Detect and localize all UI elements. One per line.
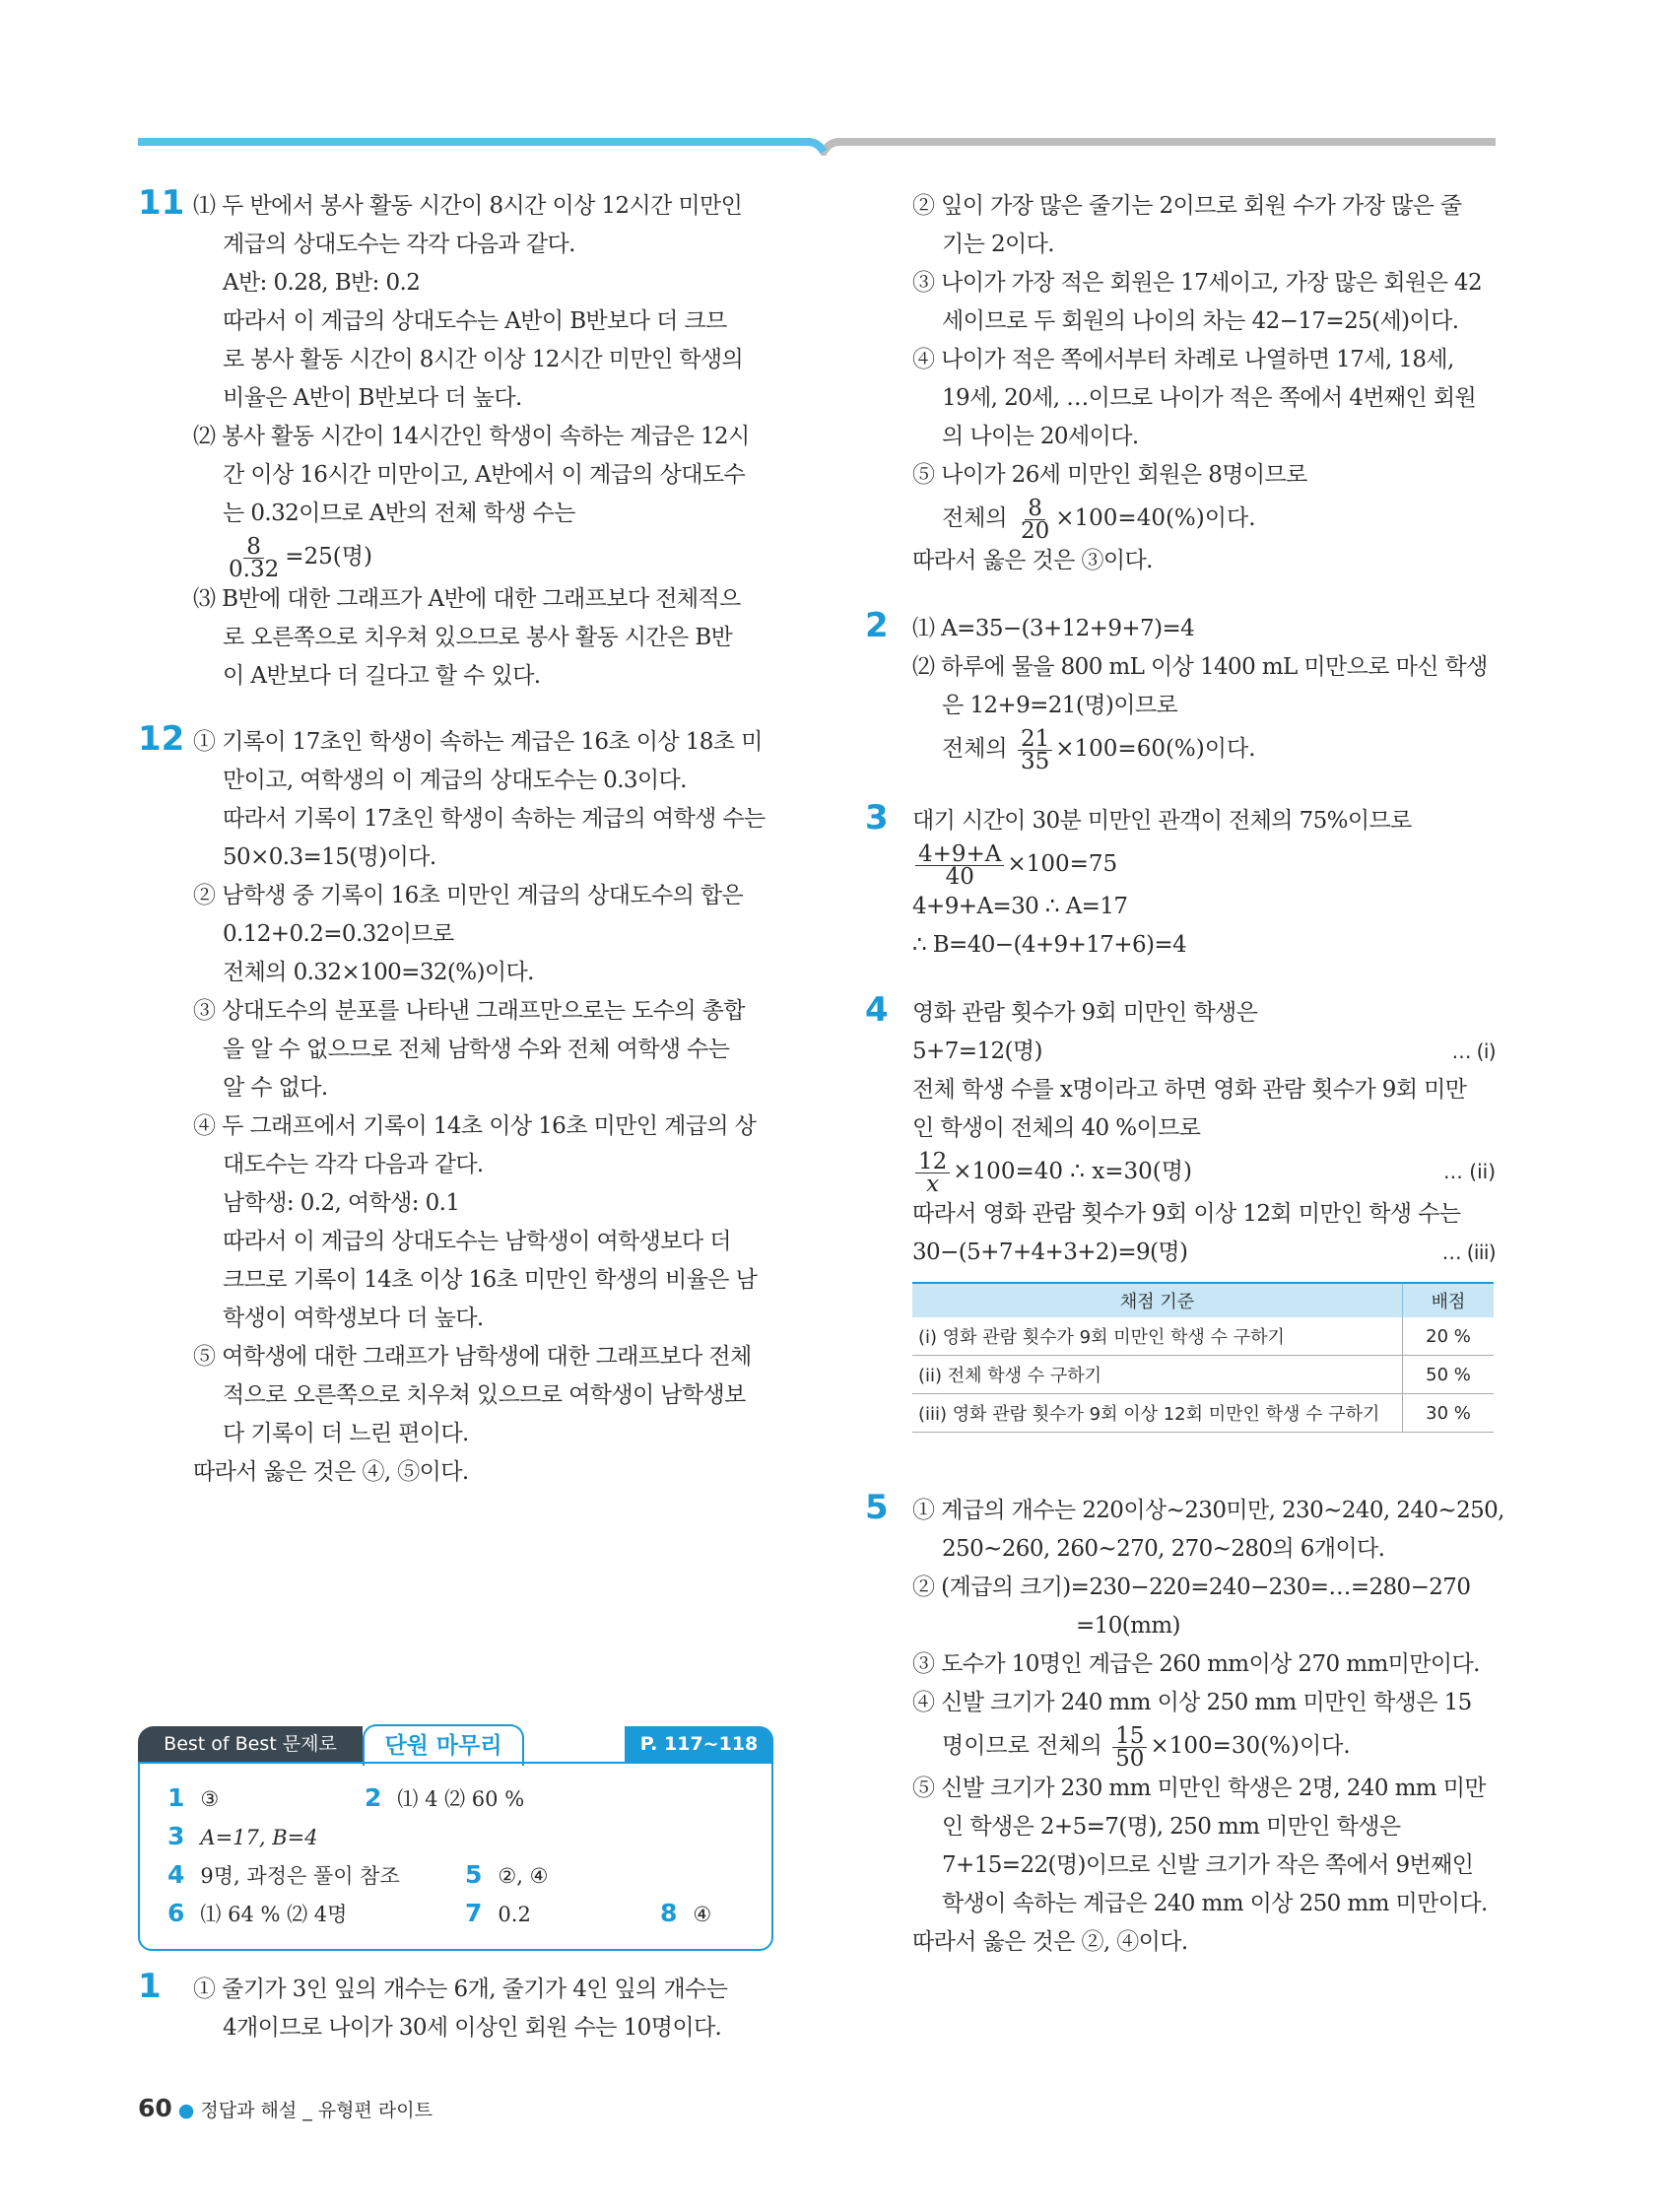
- text-line: 인 학생이 전체의 40 %이므로: [912, 1115, 1201, 1141]
- numerator: 12: [915, 1151, 950, 1173]
- table-row: (iii) 영화 관람 횟수가 9회 이상 12회 미만인 학생 수 구하기 30 %: [912, 1394, 1494, 1433]
- problem-1: [138, 1967, 778, 2075]
- text-line: 30−(5+7+4+3+2)=9(명) … (iii): [912, 1234, 1496, 1272]
- answer-item: 7 0.2: [465, 1899, 531, 1927]
- answer-item: 5 ②, ④: [465, 1860, 549, 1889]
- table-row: (i) 영화 관람 횟수가 9회 미만인 학생 수 구하기 20 %: [912, 1317, 1494, 1356]
- numerator: 8: [1025, 498, 1045, 520]
- fraction-tail: ×100=75: [1007, 851, 1118, 877]
- text-line: 남학생: 0.2, 여학생: 0.1: [223, 1190, 460, 1216]
- problem-2: [865, 606, 1496, 774]
- text-line: 간 이상 16시간 미만이고, A반에서 이 계급의 상대도수: [223, 462, 746, 488]
- bullet-icon: ●: [177, 2100, 195, 2121]
- fraction-prefix: 전체의: [942, 736, 1008, 762]
- problem-3: [865, 798, 1496, 965]
- text-line: 250~260, 260~270, 270~280의 6개이다.: [942, 1536, 1385, 1562]
- fraction: [1018, 495, 1052, 544]
- text-line: 학생이 속하는 계급은 240 mm 이상 250 mm 미만이다.: [942, 1891, 1488, 1916]
- text-line: 다 기록이 더 느린 편이다.: [223, 1421, 469, 1446]
- text-line: ① 줄기가 3인 잎의 개수는 6개, 줄기가 4인 잎의 개수는: [193, 1977, 728, 2002]
- text-line: 로 오른쪽으로 치우쳐 있으므로 봉사 활동 시간은 B반: [223, 625, 733, 650]
- fraction-line: [912, 725, 1496, 772]
- problem-4: [865, 990, 1496, 1433]
- answer-item: 1 ③: [167, 1783, 220, 1812]
- page-number: 60: [138, 2094, 172, 2122]
- unit-review-title: 단원 마무리: [363, 1724, 524, 1766]
- text-line: 는 0.32이므로 A반의 전체 학생 수는: [223, 501, 575, 526]
- text-line: 만이고, 여학생의 이 계급의 상대도수는 0.3이다.: [223, 768, 687, 793]
- text-line: ③ 나이가 가장 적은 회원은 17세이고, 가장 많은 회원은 42: [912, 270, 1483, 296]
- text-line: ② 남학생 중 기록이 16초 미만인 계급의 상대도수의 합은: [193, 883, 744, 908]
- text-line: 적으로 오른쪽으로 치우쳐 있으므로 여학생이 남학생보: [223, 1382, 746, 1408]
- numerator: 8: [243, 536, 264, 559]
- text-line: 크므로 기록이 14초 이상 16초 미만인 학생의 비율은 남: [223, 1267, 758, 1293]
- denominator: 35: [1020, 748, 1050, 774]
- answer-item: 8 ④: [660, 1899, 712, 1927]
- text-line: ② 잎이 가장 많은 줄기는 2이므로 회원 수가 가장 많은 줄: [912, 193, 1462, 219]
- text-line: ⑤ 신발 크기가 230 mm 미만인 학생은 2명, 240 mm 미만: [912, 1776, 1486, 1801]
- answer-item: 2 ⑴ 4 ⑵ 60 %: [365, 1783, 525, 1812]
- text-line: ⑤ 여학생에 대한 그래프가 남학생에 대한 그래프보다 전체: [193, 1344, 752, 1370]
- text-line: ④ 신발 크기가 240 mm 이상 250 mm 미만인 학생은 15: [912, 1690, 1472, 1715]
- text-line: ④ 나이가 적은 쪽에서부터 차례로 나열하면 17세, 18세,: [912, 347, 1454, 372]
- text-line: 전체의 0.32×100=32(%)이다.: [223, 960, 534, 985]
- answer-item: 3 A=17, B=4: [167, 1822, 318, 1850]
- fraction-tail: ×100=60(%)이다.: [1055, 736, 1256, 762]
- table-header: 채점 기준: [912, 1283, 1403, 1317]
- fraction-prefix: 명이므로 전체의: [942, 1733, 1102, 1759]
- text-line: 전체 학생 수를 x명이라고 하면 영화 관람 횟수가 9회 미만: [912, 1077, 1467, 1103]
- unit-review-answer-box: [138, 1726, 773, 1953]
- problem-number: 2: [865, 606, 889, 645]
- text-line: 따라서 옳은 것은 ③이다.: [912, 548, 1153, 573]
- best-of-best-tab: Best of Best 문제로: [138, 1726, 363, 1762]
- text-line: 따라서 기록이 17초인 학생이 속하는 계급의 여학생 수는: [223, 806, 766, 832]
- step-tag: … (ii): [1442, 1160, 1496, 1183]
- problem-number: 12: [138, 719, 185, 759]
- text-line: ② (계급의 크기)=230−220=240−230=…=280−270: [912, 1575, 1471, 1600]
- denominator: 40: [945, 863, 974, 890]
- denominator: x: [926, 1171, 940, 1197]
- fraction-tail: =25(명): [285, 544, 372, 570]
- text-line: 을 알 수 없으므로 전체 남학생 수와 전체 여학생 수는: [223, 1037, 730, 1062]
- right-column: [865, 187, 1504, 1989]
- text-line: 학생이 여학생보다 더 높다.: [223, 1306, 484, 1331]
- text-line: =10(mm): [1076, 1613, 1180, 1639]
- step-tag: … (iii): [1441, 1240, 1496, 1264]
- fraction: [1112, 1722, 1147, 1772]
- text-line: ⑶ B반에 대한 그래프가 A반에 대한 그래프보다 전체적으: [193, 586, 741, 612]
- scoring-table: [912, 1282, 1494, 1433]
- text-line: ③ 도수가 10명인 계급은 260 mm이상 270 mm미만이다.: [912, 1651, 1480, 1677]
- text-line: 인 학생은 2+5=7(명), 250 mm 미만인 학생은: [942, 1814, 1401, 1840]
- problem-number: 11: [138, 183, 185, 223]
- fraction-line: [912, 1722, 1496, 1770]
- fraction-tail: ×100=40 ∴ x=30(명): [953, 1159, 1192, 1184]
- fraction-line: [912, 1148, 1496, 1195]
- page-footer: [138, 2094, 433, 2122]
- fraction-line: [912, 495, 1496, 542]
- left-column: [138, 183, 778, 1519]
- text-line: ③ 상대도수의 분포를 나타낸 그래프만으로는 도수의 총합: [193, 998, 745, 1024]
- problem-11: [138, 183, 778, 696]
- problem-number: 1: [138, 1967, 162, 2006]
- text-line: 50×0.3=15(명)이다.: [223, 844, 436, 870]
- text-line: 따라서 옳은 것은 ②, ④이다.: [912, 1929, 1188, 1955]
- fraction: [1018, 725, 1052, 774]
- fraction-line: [193, 533, 778, 580]
- text-line: 대기 시간이 30분 미만인 관객이 전체의 75%이므로: [912, 808, 1412, 834]
- text-line: A반: 0.28, B반: 0.2: [223, 270, 421, 296]
- page-range: P. 117~118: [625, 1726, 773, 1762]
- text-line: 로 봉사 활동 시간이 8시간 이상 12시간 미만인 학생의: [223, 347, 744, 372]
- text-line: 영화 관람 횟수가 9회 미만인 학생은: [912, 1000, 1258, 1026]
- fraction: [226, 533, 282, 582]
- text-line: 세이므로 두 회원의 나이의 차는 42−17=25(세)이다.: [942, 308, 1459, 334]
- answer-item: 4 9명, 과정은 풀이 참조: [167, 1860, 400, 1889]
- footer-text: 정답과 해설 _ 유형편 라이트: [200, 2100, 433, 2121]
- answer-list: [138, 1762, 773, 1951]
- fraction: [915, 840, 1004, 890]
- text-line: 비율은 A반이 B반보다 더 높다.: [223, 385, 522, 411]
- problem-number: 5: [865, 1488, 889, 1527]
- text-line: 19세, 20세, …이므로 나이가 적은 쪽에서 4번째인 회원: [942, 385, 1477, 411]
- problem-number: 4: [865, 990, 889, 1030]
- problem-5: [865, 1488, 1504, 1962]
- text-line: 7+15=22(명)이므로 신발 크기가 작은 쪽에서 9번째인: [942, 1852, 1474, 1878]
- problem-1-continued: [865, 187, 1496, 580]
- text-line: ∴ B=40−(4+9+17+6)=4: [912, 932, 1187, 958]
- text-line: 5+7=12(명) … (i): [912, 1033, 1496, 1071]
- text-line: 따라서 영화 관람 횟수가 9회 이상 12회 미만인 학생 수는: [912, 1201, 1461, 1227]
- numerator: 21: [1018, 728, 1052, 751]
- text-line: ① 기록이 17초인 학생이 속하는 계급은 16초 이상 18초 미: [193, 729, 763, 755]
- fraction-tail: ×100=40(%)이다.: [1055, 505, 1256, 531]
- problem-number: 3: [865, 798, 889, 838]
- text-line: 의 나이는 20세이다.: [942, 424, 1139, 449]
- numerator: 4+9+A: [915, 843, 1004, 866]
- text-line: 따라서 이 계급의 상대도수는 A반이 B반보다 더 크므: [223, 308, 727, 334]
- problem-12: [138, 719, 778, 1492]
- denominator: 20: [1020, 517, 1050, 544]
- step-tag: … (i): [1451, 1039, 1496, 1063]
- fraction-tail: ×100=30(%)이다.: [1150, 1733, 1351, 1759]
- numerator: 15: [1112, 1725, 1147, 1748]
- denominator: 0.32: [229, 556, 280, 582]
- text-line: 알 수 없다.: [223, 1075, 328, 1101]
- fraction: [915, 1148, 950, 1197]
- table-header: 배점: [1403, 1283, 1495, 1317]
- table-row: (ii) 전체 학생 수 구하기 50 %: [912, 1356, 1494, 1394]
- text-line: ① 계급의 개수는 220이상~230미만, 230~240, 240~250,: [912, 1498, 1504, 1523]
- text-line: ④ 두 그래프에서 기록이 14초 이상 16초 미만인 계급의 상: [193, 1113, 757, 1139]
- text-line: ⑵ 봉사 활동 시간이 14시간인 학생이 속하는 계급은 12시: [193, 424, 750, 449]
- text-line: ⑤ 나이가 26세 미만인 회원은 8명이므로: [912, 462, 1307, 488]
- text-line: 0.12+0.2=0.32이므로: [223, 921, 454, 947]
- text-line: 4개이므로 나이가 30세 이상인 회원 수는 10명이다.: [223, 2015, 722, 2041]
- fraction-line: [912, 840, 1496, 888]
- text-line: 은 12+9=21(명)이므로: [942, 693, 1178, 718]
- header-divider: [138, 138, 1496, 156]
- text-line: 기는 2이다.: [942, 232, 1054, 257]
- text-line: 대도수는 각각 다음과 같다.: [223, 1152, 484, 1177]
- text-line: ⑵ 하루에 물을 800 mL 이상 1400 mL 미만으로 마신 학생: [912, 654, 1488, 680]
- text-line: 4+9+A=30 ∴ A=17: [912, 894, 1128, 919]
- fraction-prefix: 전체의: [942, 505, 1008, 531]
- text-line: ⑴ 두 반에서 봉사 활동 시간이 8시간 이상 12시간 미만인: [193, 193, 743, 219]
- denominator: 50: [1115, 1745, 1145, 1772]
- text-line: 계급의 상대도수는 각각 다음과 같다.: [223, 232, 575, 257]
- text-line: 이 A반보다 더 길다고 할 수 있다.: [223, 663, 541, 689]
- text-line: 따라서 옳은 것은 ④, ⑤이다.: [193, 1459, 469, 1485]
- answer-item: 6 ⑴ 64 % ⑵ 4명: [167, 1899, 348, 1927]
- text-line: ⑴ A=35−(3+12+9+7)=4: [912, 616, 1195, 641]
- text-line: 따라서 이 계급의 상대도수는 남학생이 여학생보다 더: [223, 1229, 731, 1254]
